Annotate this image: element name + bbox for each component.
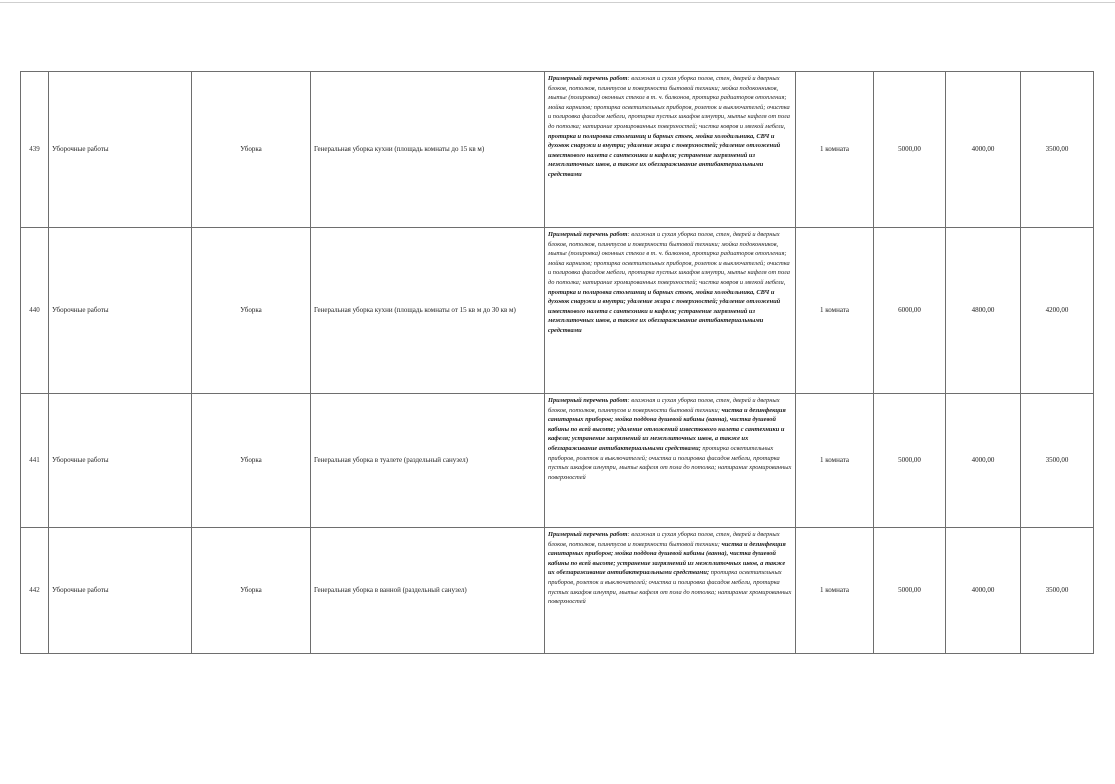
description-tail-text: протирка осветительных приборов, розеток и выключателей; очистка и полировка фасадов мебели, протирка пустых шкафов изнутри, мытье кафеля от пола до потолка; натирание хромированных поверхностей [548,444,792,481]
price-3: 3500,00 [1021,394,1094,528]
description-text: : влажная и сухая уборка полов, стен, дверей и дверных блоков, потолков, плинтусов и поверхности бытовой техники; мойка подоконников, мытье (полировка) оконных стекол в т. ч. балконов, протирка радиаторов отопления; мойка карнизов; протирка осветительных приборов, розеток и выключателей; очистка и полировка фасадов мебели, протирка пустых шкафов изнутри, мытье кафеля от пола до потолка; натирание хромированных поверхностей; чистка ковров и мягкой мебели, [548,75,790,130]
price-1: 5000,00 [874,394,946,528]
row-number: 441 [21,394,49,528]
row-number: 442 [21,528,49,654]
description-text: : влажная и сухая уборка полов, стен, дверей и дверных блоков, потолков, плинтусов и поверхности бытовой техники; [548,531,780,548]
work-type: Уборка [192,528,311,654]
work-category: Уборочные работы [49,394,192,528]
price-1: 6000,00 [874,228,946,394]
description-text: : влажная и сухая уборка полов, стен, дверей и дверных блоков, потолков, плинтусов и поверхности бытовой техники; мойка подоконников, мытье (полировка) оконных стекол в т. ч. балконов, протирка радиаторов отопления; мойка карнизов; протирка осветительных приборов, розеток и выключателей; очистка и полировка фасадов мебели, протирка пустых шкафов изнутри, мытье кафеля от пола до потолка; натирание хромированных поверхностей; чистка ковров и мягкой мебели, [548,231,790,286]
description-lead: Примерный перечень работ [548,231,628,238]
description-tail-text: протирка осветительных приборов, розеток и выключателей; очистка и полировка фасадов мебели, протирка пустых шкафов изнутри, мытье кафеля от пола до потолка; натирание хромированных поверхностей [548,569,792,606]
price-2: 4800,00 [946,228,1021,394]
service-name: Генеральная уборка кухни (площадь комнаты до 15 кв м) [311,72,545,228]
service-name: Генеральная уборка в ванной (раздельный санузел) [311,528,545,654]
description-bold-text: чистка и дезинфекция санитарных приборов; мойка поддона душевой кабины (ванна), чистка душевой кабины по всей высоте; удаление отложений известкового налета с сантехники и кафеля; устранение загрязнений из межплиточных швов, а также их обеззараживание антибактериальными средствами; [548,406,786,452]
description-lead: Примерный перечень работ [548,397,628,404]
work-description [545,72,796,228]
unit-of-measure: 1 комната [796,528,874,654]
description-lead: Примерный перечень работ [548,531,628,538]
price-3: 3500,00 [1021,72,1094,228]
service-name: Генеральная уборка кухни (площадь комнаты от 15 кв м до 30 кв м) [311,228,545,394]
work-type: Уборка [192,72,311,228]
table-row [21,228,1094,394]
work-type: Уборка [192,394,311,528]
price-2: 4000,00 [946,72,1021,228]
work-description [545,228,796,394]
unit-of-measure: 1 комната [796,228,874,394]
price-list-table [20,71,1094,654]
description-bold-text: чистка и дезинфекция санитарных приборов; мойка поддона душевой кабины (ванна), чистка душевой кабины по всей высоте; устранение загрязнений из межплиточных швов, а также их обеззараживание антибактериальными средствами; [548,540,786,577]
description-bold-text: протирка и полировка столешниц и барных стоек, мойка холодильника, СВЧ и духовок снаружи и внутри; удаление жира с поверхностей; удаление отложений известкового налета с сантехники и кафеля; устранение загрязнений из межплиточных швов, а также их обеззараживание антибактериальными средствами [548,288,781,334]
price-3: 4200,00 [1021,228,1094,394]
work-category: Уборочные работы [49,72,192,228]
work-type: Уборка [192,228,311,394]
unit-of-measure: 1 комната [796,394,874,528]
table-row [21,528,1094,654]
table-row [21,72,1094,228]
scan-edge-line [0,2,1115,3]
unit-of-measure: 1 комната [796,72,874,228]
price-1: 5000,00 [874,528,946,654]
description-bold-text: протирка и полировка столешниц и барных стоек, мойка холодильника, СВЧ и духовок снаружи и внутри; удаление жира с поверхностей; удаление отложений известкового налета с сантехники и кафеля; устранение загрязнений из межплиточных швов, а также их обеззараживание антибактериальными средствами [548,132,781,178]
work-category: Уборочные работы [49,528,192,654]
price-2: 4000,00 [946,394,1021,528]
price-3: 3500,00 [1021,528,1094,654]
work-description [545,528,796,654]
service-name: Генеральная уборка в туалете (раздельный санузел) [311,394,545,528]
price-1: 5000,00 [874,72,946,228]
description-text: : влажная и сухая уборка полов, стен, дверей и дверных блоков, потолков, плинтусов и поверхности бытовой техники; [548,397,780,414]
row-number: 439 [21,72,49,228]
description-lead: Примерный перечень работ [548,75,628,82]
work-category: Уборочные работы [49,228,192,394]
table-row [21,394,1094,528]
work-description [545,394,796,528]
price-2: 4000,00 [946,528,1021,654]
row-number: 440 [21,228,49,394]
